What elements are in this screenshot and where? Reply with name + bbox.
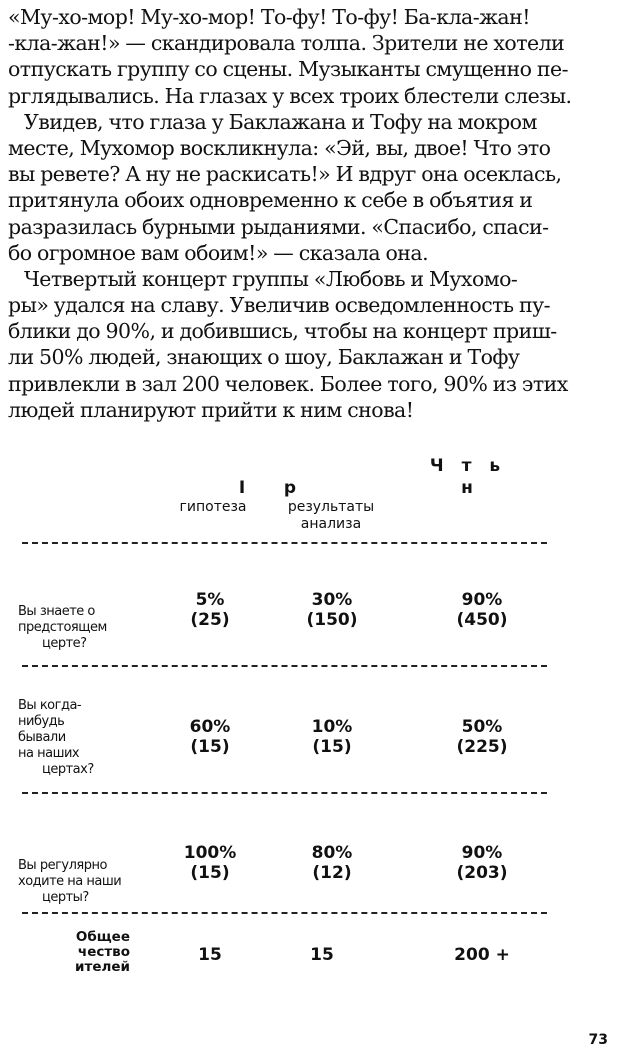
story-line-12: ры» удался на славу. Увеличив осведомленность пу- [8,293,550,318]
story-line-10: бо огромное вам обоим!» — сказала она. [8,240,429,265]
question-2: Вы когда- нибудь бывали на наших цертах? [18,698,94,777]
col1-header-fragment: I [238,478,252,498]
col2-header: результаты анализа [287,499,375,532]
story-line-11: Четвертый концерт группы «Любовь и Мухомо- [24,266,518,291]
divider [22,912,547,914]
story-line-13: блики до 90%, и добившись, чтобы на концерт приш- [8,319,557,344]
page-number: 73 [588,1032,608,1048]
story-line-1: «Му-хо-мор! Му-хо-мор! То-фу! То-фу! Ба-кла-жан! [8,5,530,29]
story-line-2: -кла-жан!» — скандировала толпа. Зрители не хотели [8,31,565,56]
story-line-3: отпускать группу со сцены. Музыканты смущенно пе- [8,57,568,82]
row1-col3-cell: 90% (450) [456,590,508,630]
story-line-5: Увидев, что глаза у Баклажана и Тофу на мокром [24,109,537,134]
divider [22,792,547,794]
row3-col2-cell: 80% (12) [311,843,353,883]
story-line-16: людей планируют прийти к ним снова! [8,397,414,422]
row1-col2-cell: 30% (150) [306,590,358,630]
story-line-7: вы ревете? А ну не раскисать!» И вдруг она осеклась, [8,162,562,187]
story-line-6: месте, Мухомор воскликнула: «Эй, вы, двое! Что это [8,135,551,160]
row3-col1-cell: 100% (15) [183,843,237,883]
divider [22,665,547,667]
story-line-4: рглядывались. На глазах у всех троих блестели слезы. [8,83,572,108]
story-line-8: притянула обоих одновременно к себе в объятия и [8,188,533,213]
col2-header-fragment: р [283,478,303,498]
row2-col2-cell: 10% (15) [311,717,353,757]
story-line-9: разразилась бурными рыданиями. «Спасибо, спаси- [8,214,549,239]
row1-col1-cell: 5% (25) [190,590,230,630]
question-3: Вы регулярно ходите на наши церты? [18,858,122,905]
story-line-14: ли 50% людей, знающих о шоу, Баклажан и Тофу [8,345,520,370]
total-label: Общее чество ителей [75,929,130,975]
total-col3-value: 200 + [454,945,510,965]
total-col1-value: 15 [198,945,222,965]
col1-header: гипотеза [179,499,247,515]
col3-header-fragment-top: Ч т ь [429,456,507,476]
total-col2-value: 15 [310,945,334,965]
row2-col3-cell: 50% (225) [456,717,508,757]
divider [22,542,547,544]
story-text [8,4,612,423]
row2-col1-cell: 60% (15) [189,717,231,757]
story-line-15: привлекли в зал 200 человек. Более того, 90% из этих [8,371,568,396]
question-1: Вы знаете о предстоящем церте? [18,604,107,651]
col3-header-fragment-bottom: н [461,478,479,498]
row3-col3-cell: 90% (203) [456,843,508,883]
